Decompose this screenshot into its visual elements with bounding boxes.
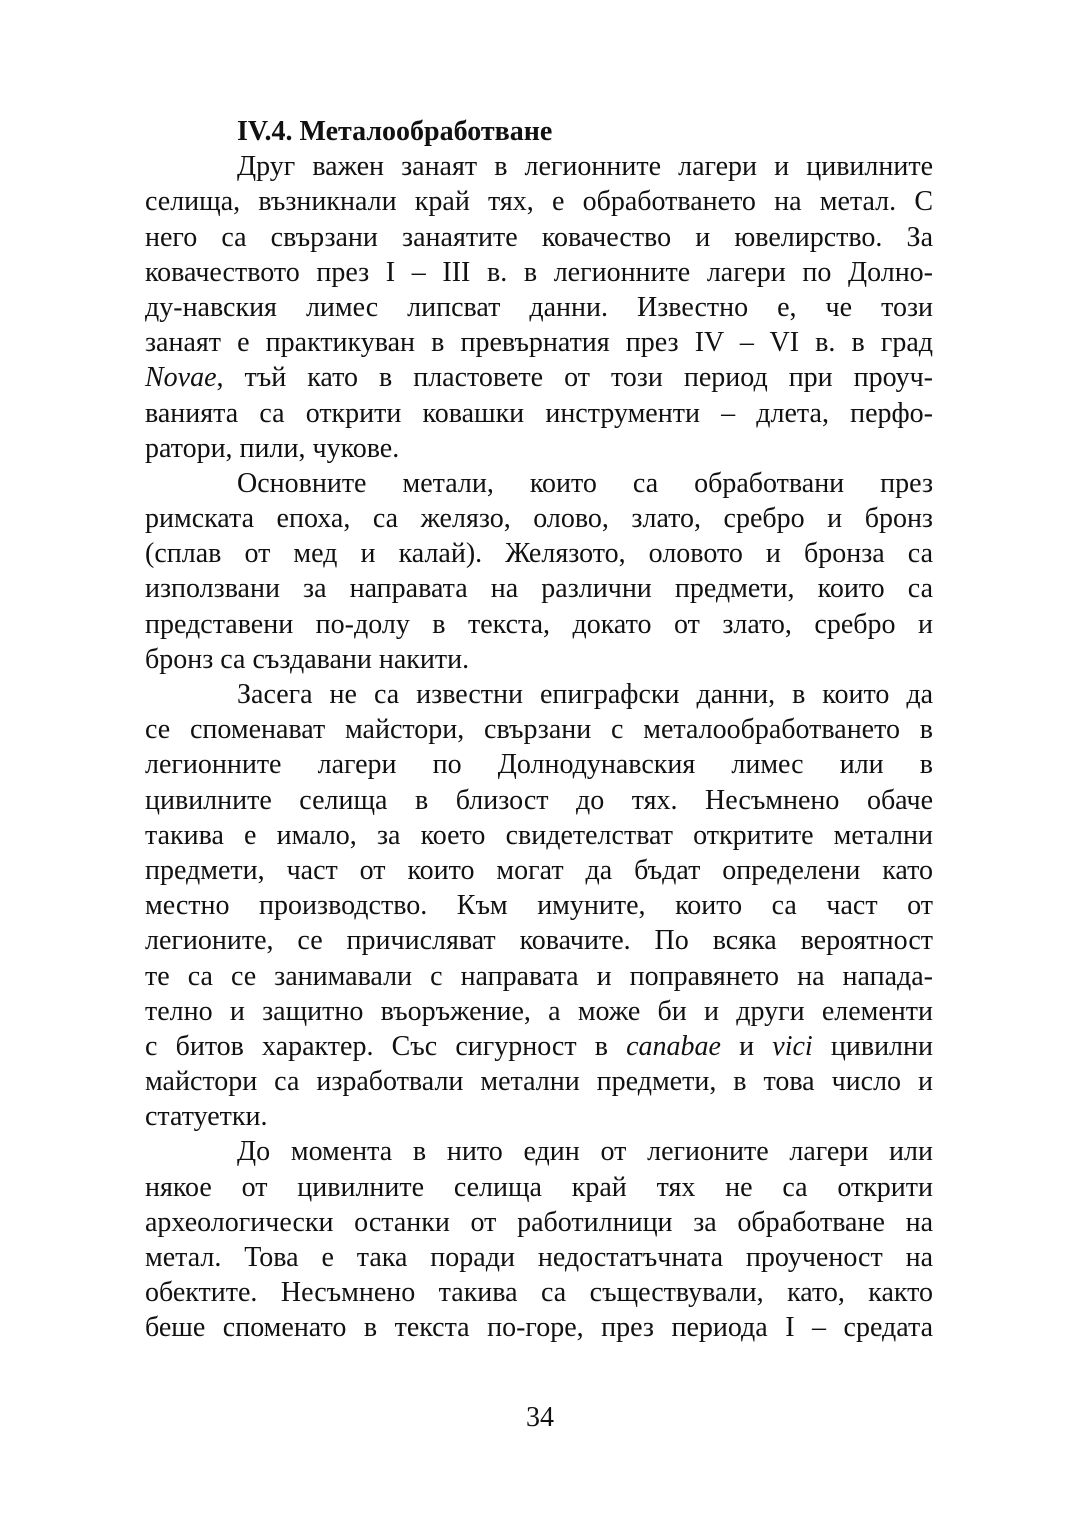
paragraph-4-line: някое от цивилните селища край тях не са открити bbox=[145, 1171, 933, 1203]
paragraph-3-line-italics bbox=[145, 1029, 933, 1064]
paragraph-3-line: статуетки. bbox=[145, 1101, 268, 1133]
section-heading: IV.4. Металообработване bbox=[237, 116, 553, 147]
paragraph-2-line: римската епоха, са желязо, олово, злато, сребро и бронз bbox=[145, 503, 933, 535]
paragraph-4-line: До момента в нито един от легионите лагери или bbox=[237, 1136, 933, 1168]
paragraph-2-line: Основните метали, които са обработвани през bbox=[237, 467, 933, 499]
line-mid: и bbox=[720, 1030, 773, 1062]
paragraph-1-line-rest: , тъй като в пластовете от този период при проуч- bbox=[216, 362, 933, 394]
page-number: 34 bbox=[526, 1402, 554, 1433]
paragraph-1-line: него са свързани занаятите ковачество и ювелирство. За bbox=[145, 221, 933, 253]
paragraph-1-line: ванията са открити ковашки инструменти – длета, перфо- bbox=[145, 397, 933, 429]
paragraph-4-line: археологически останки от работилници за обработване на bbox=[145, 1206, 933, 1238]
italic-term-vici: vici bbox=[772, 1030, 813, 1062]
paragraph-4-line: метал. Това е така поради недостатъчната проученост на bbox=[145, 1242, 933, 1273]
paragraph-1-line: селища, възникнали край тях, е обработването на метал. С bbox=[145, 186, 933, 218]
paragraph-1-line: ду-навския лимес липсват данни. Известно е, че този bbox=[145, 291, 933, 323]
italic-term-canabae: canabae bbox=[626, 1030, 721, 1062]
paragraph-3-line: такива е имало, за което свидетелстват откритите метални bbox=[145, 819, 933, 851]
paragraph-3-line: се споменават майстори, свързани с металообработването в bbox=[145, 714, 933, 746]
paragraph-3-line: легионните лагери по Долнодунавския лимес или в bbox=[145, 749, 933, 781]
paragraph-3-line: Засега не са известни епиграфски данни, в които да bbox=[237, 679, 933, 710]
paragraph-2-line: (сплав от мед и калай). Желязото, оловото и бронза са bbox=[145, 538, 933, 570]
line-post: цивилни bbox=[812, 1030, 933, 1062]
paragraph-1-line: занаят е практикуван в превърнатия през IV – VI в. в град bbox=[145, 327, 933, 359]
paragraph-3-line: майстори са изработвали метални предмети, в това число и bbox=[145, 1066, 933, 1098]
paragraph-1-line: ратори, пили, чукове. bbox=[145, 432, 400, 464]
line-pre: с битов характер. Със сигурност в bbox=[145, 1030, 627, 1062]
paragraph-3-line: легионите, се причисляват ковачите. По всяка вероятност bbox=[145, 925, 933, 957]
italic-term-novae: Novae bbox=[145, 362, 217, 394]
paragraph-3-line: предмети, част от които могат да бъдат определени като bbox=[145, 854, 933, 886]
paragraph-4-line: беше споменато в текста по-горе, през периода I – средата bbox=[145, 1312, 933, 1344]
paragraph-1-line-novae bbox=[145, 360, 933, 395]
paragraph-2-line: бронз са създавани накити. bbox=[145, 643, 470, 675]
paragraph-1-line: ковачеството през I – III в. в легионните лагери по Долно- bbox=[145, 256, 933, 288]
paragraph-3-line: местно производство. Към имуните, които са част от bbox=[145, 890, 933, 922]
paragraph-3-line: телно и защитно въоръжение, а може би и други елементи bbox=[145, 995, 933, 1027]
paragraph-2-line: представени по-долу в текста, докато от злато, сребро и bbox=[145, 608, 933, 640]
paragraph-3-line: те са се занимавали с направата и поправянето на нападa- bbox=[145, 960, 933, 992]
body-text bbox=[145, 114, 933, 1346]
paragraph-1-line: Друг важен занаят в легионните лагери и цивилните bbox=[237, 151, 933, 183]
paragraph-4-line: обектите. Несъмнено такива са съществували, като, както bbox=[145, 1277, 933, 1309]
paragraph-3-line: цивилните селища в близост до тях. Несъмнено обаче bbox=[145, 784, 933, 816]
paragraph-2-line: използвани за направата на различни предмети, които са bbox=[145, 573, 933, 605]
